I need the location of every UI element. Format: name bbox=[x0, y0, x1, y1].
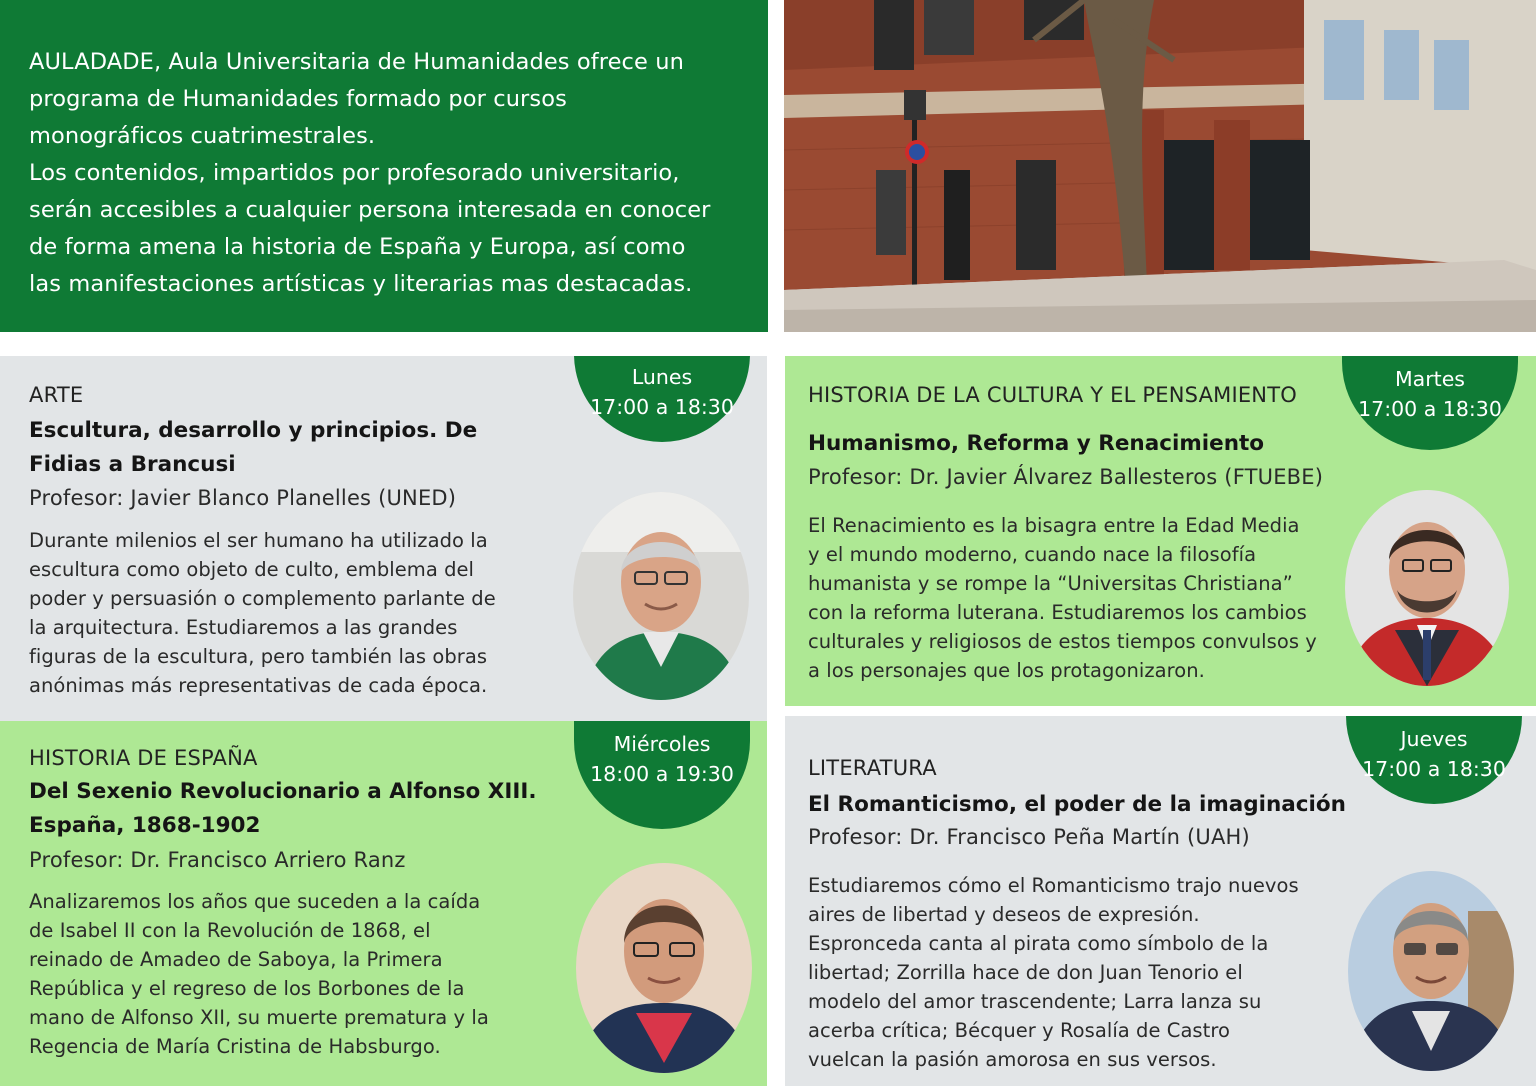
schedule-day: Jueves bbox=[1400, 727, 1468, 751]
course-card-cultura bbox=[785, 356, 1536, 706]
course-professor: Profesor: Dr. Francisco Peña Martín (UAH) bbox=[808, 825, 1250, 849]
schedule-day: Lunes bbox=[631, 365, 693, 389]
schedule-time: 17:00 a 18:30 bbox=[590, 395, 734, 419]
course-title: El Romanticismo, el poder de la imaginación bbox=[808, 792, 1346, 817]
professor-portrait bbox=[1345, 490, 1509, 686]
course-title: Escultura, desarrollo y principios. De Fidias a Brancusi bbox=[29, 418, 478, 477]
course-category: HISTORIA DE ESPAÑA bbox=[29, 746, 258, 770]
schedule-day: Martes bbox=[1394, 367, 1465, 391]
course-category: LITERATURA bbox=[808, 756, 937, 780]
course-title: Del Sexenio Revolucionario a Alfonso XIII. España, 1868-1902 bbox=[29, 779, 537, 838]
course-professor: Profesor: Javier Blanco Planelles (UNED) bbox=[29, 486, 457, 510]
course-description: El Renacimiento es la bisagra entre la Edad Media y el mundo moderno, cuando nace la filosofía humanista y se rompe la “Universitas Christiana” con la reforma luterana. Estudiaremos los cambios culturales y religiosos de estos tiempos convulsos y a los personajes que los protagonizaron. bbox=[808, 514, 1317, 682]
professor-portrait bbox=[576, 863, 752, 1073]
schedule-time: 18:00 a 19:30 bbox=[590, 762, 734, 786]
schedule-badge bbox=[1346, 716, 1522, 804]
intro-text: AULADADE, Aula Universitaria de Humanidades ofrece un programa de Humanidades formado por cursos monográficos cuatrimestrales. Los contenidos, impartidos por profesorado universitario, serán accesibles a cualquier persona interesada en conocer de forma amena la historia de España y Europa, así como las manifestaciones artísticas y literarias mas destacadas. bbox=[29, 49, 711, 297]
schedule-time: 17:00 a 18:30 bbox=[1358, 397, 1502, 421]
course-description: Estudiaremos cómo el Romanticismo trajo nuevos aires de libertad y deseos de expresión. Espronceda canta al pirata como símbolo de la libertad; Zorrilla hace de don Juan Tenorio el modelo del amor trascendente; Larra lanza su acerba crítica; Bécquer y Rosalía de Castro vuelcan la pasión amorosa en sus versos. bbox=[808, 874, 1299, 1071]
course-professor: Profesor: Dr. Javier Álvarez Ballesteros (FTUEBE) bbox=[808, 465, 1324, 489]
building-photo bbox=[784, 0, 1536, 332]
course-card-espana bbox=[0, 721, 767, 1086]
course-card-arte bbox=[0, 356, 767, 721]
schedule-badge bbox=[1342, 356, 1518, 450]
schedule-day: Miércoles bbox=[613, 732, 711, 756]
schedule-time: 17:00 a 18:30 bbox=[1362, 757, 1506, 781]
course-category: ARTE bbox=[29, 383, 84, 407]
course-description: Analizaremos los años que suceden a la caída de Isabel II con la Revolución de 1868, el reinado de Amadeo de Saboya, la Primera República y el regreso de los Borbones de la mano de Alfonso XII, su muerte prematura y la Regencia de María Cristina de Habsburgo. bbox=[29, 890, 489, 1058]
course-professor: Profesor: Dr. Francisco Arriero Ranz bbox=[29, 848, 406, 872]
professor-portrait bbox=[573, 492, 749, 700]
course-category: HISTORIA DE LA CULTURA Y EL PENSAMIENTO bbox=[808, 383, 1297, 407]
course-title: Humanismo, Reforma y Renacimiento bbox=[808, 431, 1265, 456]
schedule-badge bbox=[574, 721, 750, 829]
intro-panel bbox=[0, 0, 768, 332]
professor-portrait bbox=[1348, 871, 1514, 1071]
schedule-badge bbox=[574, 356, 750, 442]
course-card-literatura bbox=[785, 716, 1536, 1086]
course-description: Durante milenios el ser humano ha utilizado la escultura como objeto de culto, emblema del poder y persuasión o complemento parlante de la arquitectura. Estudiaremos a las grandes figuras de la escultura, pero también las obras anónimas más representativas de cada época. bbox=[29, 529, 496, 697]
